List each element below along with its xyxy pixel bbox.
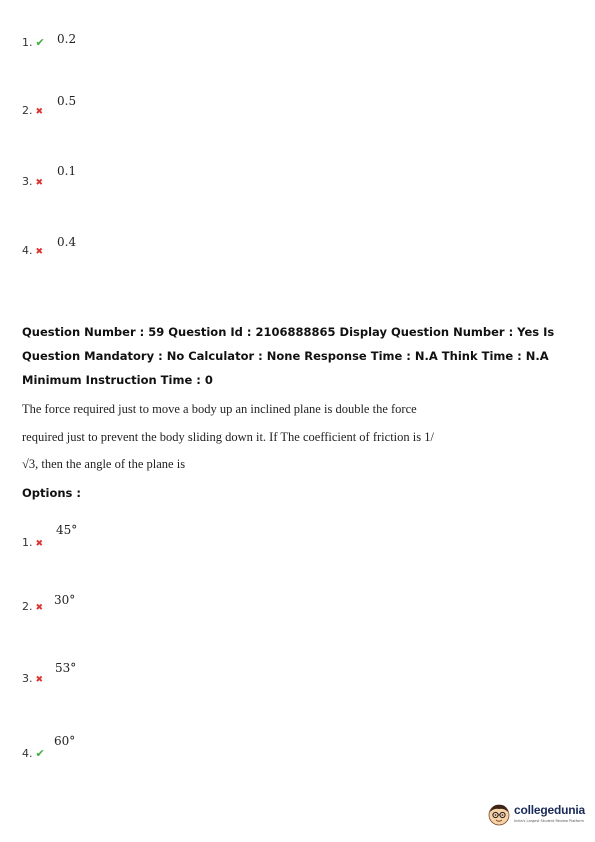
option-value: 0.4 [57, 235, 77, 249]
question-meta: Question Number : 59 Question Id : 2106888865 Display Question Number : Yes Is Question Mandatory : No Calculator : None Response Time : N.A Think Time : N.A Minimum Instruction Time : 0 [22, 325, 555, 387]
option-value: 0.5 [57, 94, 77, 108]
option-value: 60° [54, 734, 76, 748]
check-icon: ✔ [35, 36, 45, 49]
logo-tagline: India's Largest Student Review Platform [514, 819, 584, 823]
options-label: Options : [22, 486, 81, 500]
option-value: 0.1 [57, 164, 77, 178]
option-number: 1. [22, 36, 33, 49]
option-number: 2. [22, 600, 33, 613]
cross-icon: ✖ [35, 539, 44, 549]
option-value: 53° [55, 661, 77, 675]
cross-icon: ✖ [35, 603, 44, 613]
cross-icon: ✖ [35, 178, 44, 188]
logo-wordmark: collegedunia [514, 803, 585, 817]
option-number: 1. [22, 536, 33, 549]
option-value: 30° [54, 593, 76, 607]
question-text: The force required just to move a body up an inclined plane is double the force required just to prevent the body sliding down it. If The coefficient of friction is 1/√3, then the angle of the plane is [22, 402, 434, 471]
cross-icon: ✖ [35, 675, 44, 685]
option-number: 3. [22, 175, 33, 188]
option-value: 0.2 [57, 32, 77, 46]
check-icon: ✔ [35, 747, 45, 760]
option-value: 45° [56, 523, 78, 537]
cross-icon: ✖ [35, 107, 44, 117]
option-number: 4. [22, 747, 33, 760]
collegedunia-logo [487, 800, 591, 834]
cross-icon: ✖ [35, 247, 44, 257]
option-number: 2. [22, 104, 33, 117]
option-number: 3. [22, 672, 33, 685]
mascot-face-icon [487, 802, 511, 826]
option-number: 4. [22, 244, 33, 257]
